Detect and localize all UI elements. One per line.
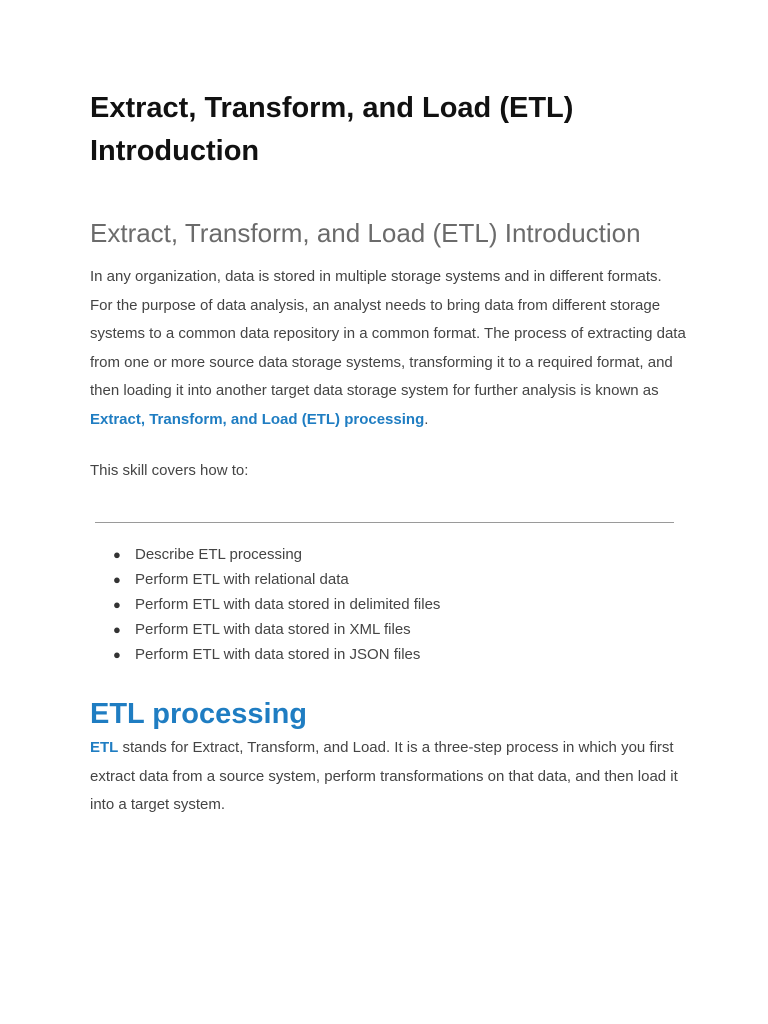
bullet-icon: ● bbox=[113, 647, 121, 662]
list-item-text: Describe ETL processing bbox=[135, 546, 303, 563]
list-item bbox=[90, 592, 440, 617]
skill-list bbox=[90, 542, 440, 667]
etl-term-link[interactable]: ETL bbox=[90, 739, 119, 756]
intro-text: In any organization, data is stored in multiple storage systems and in different formats. For the purpose of data analysis, an analyst needs to bring data from different storage systems to a common data repository in a common format. The process of extracting data from one or more source data storage systems, transforming it to a required format, and then loading it into another target data storage system for further analysis is known as bbox=[90, 268, 686, 400]
etl-processing-paragraph bbox=[90, 734, 686, 820]
list-item-text: Perform ETL with relational data bbox=[135, 571, 349, 588]
list-item-text: Perform ETL with data stored in XML files bbox=[135, 621, 411, 638]
list-item bbox=[90, 542, 440, 567]
list-item bbox=[90, 567, 440, 592]
skill-covers-label: This skill covers how to: bbox=[90, 462, 249, 479]
bullet-icon: ● bbox=[113, 572, 121, 587]
etl-processing-link[interactable]: Extract, Transform, and Load (ETL) processing bbox=[90, 410, 425, 428]
document-title: Extract, Transform, and Load (ETL) Introduction bbox=[90, 92, 574, 167]
divider bbox=[95, 522, 674, 523]
list-item bbox=[90, 642, 440, 667]
etl-processing-text: stands for Extract, Transform, and Load. It is a three-step process in which you first extract data from a source system, perform transformations on that data, and then load it into a target system. bbox=[90, 739, 678, 814]
bullet-icon: ● bbox=[113, 547, 121, 562]
list-item-text: Perform ETL with data stored in delimited files bbox=[135, 596, 441, 613]
intro-end: . bbox=[424, 410, 429, 428]
list-item-text: Perform ETL with data stored in JSON files bbox=[135, 646, 421, 663]
list-item bbox=[90, 617, 440, 642]
bullet-icon: ● bbox=[113, 597, 121, 612]
etl-processing-heading: ETL processing bbox=[90, 698, 308, 730]
section-subtitle: Extract, Transform, and Load (ETL) Introduction bbox=[90, 218, 641, 248]
intro-paragraph bbox=[90, 263, 686, 435]
bullet-icon: ● bbox=[113, 622, 121, 637]
